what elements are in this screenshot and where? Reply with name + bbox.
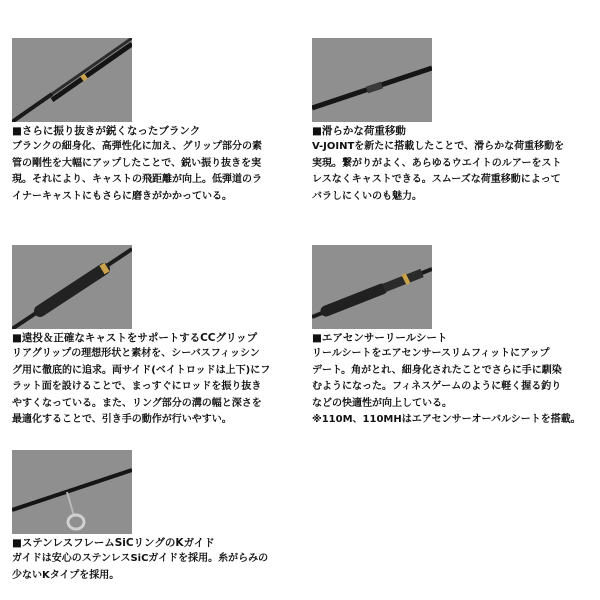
feature-title: ■さらに振り抜きが鋭くなったブランク: [12, 125, 201, 137]
blank-photo: [12, 38, 132, 122]
reel-seat-image: [312, 245, 432, 329]
k-guide-photo: [12, 450, 132, 534]
feature-title: ■エアセンサーリールシート: [312, 332, 448, 344]
feature-load-transfer: [312, 38, 564, 205]
feature-description: ブランクの細身化、高弾性化に加え、グリップ部分の素 管の剛性を大幅にアップしたことで、鋭い振り抜きを実 現。それにより、キャストの飛距離が向上。低弾道のラ イナーキャストにもさらに磨きがかかっている。: [12, 141, 262, 202]
feature-description: V-JOINTを新たに搭載したことで、滑らかな荷重移動を 実現。繋がりがよく、あらゆるウエイトのルアーをスト レスなくキャストできる。スムーズな荷重移動によって バラしにくいのも魅力。: [312, 141, 565, 202]
rod-blank-image: [12, 38, 132, 122]
feature-title: ■滑らかな荷重移動: [312, 125, 406, 137]
feature-description: リアグリップの理想形状と素材を、シーバスフィッシン グ用に徹底的に追求。両サイド(ベイトロッドは上下)にフ ラット面を設けることで、まっすぐにロッドを振り抜き やすくなっている。また、リング部分の溝の幅と深さを 最適化することで、引き手の動作が行いやすい。: [12, 348, 271, 425]
feature-description: ガイドは安心のステンレスSiCガイドを採用。糸がらみの 少ないKタイプを採用。: [12, 553, 269, 581]
feature-description: リールシートをエアセンサースリムフィットにアップ デート。角がとれ、細身化されたことでさらに手に馴染 むようになった。フィネスゲームのように軽く握る釣り などの快適性が向上している。 ※110M、110MHはエアセンサーオーバルシートを搭載。: [312, 348, 581, 425]
k-guide-image: [12, 450, 132, 534]
feature-title: ■遠投＆正確なキャストをサポートするCCグリップ: [12, 332, 258, 344]
feature-k-guide: [12, 450, 268, 584]
cc-grip-photo: [12, 245, 132, 329]
feature-title: ■ステンレスフレームSiCリングのKガイド: [12, 537, 215, 549]
v-joint-image: [312, 38, 432, 122]
cc-grip-image: [12, 245, 132, 329]
reel-seat-photo: [312, 245, 432, 329]
feature-reel-seat: [312, 245, 581, 429]
v-joint-photo: [312, 38, 432, 122]
feature-cc-grip: [12, 245, 270, 429]
feature-blank: [12, 38, 262, 205]
